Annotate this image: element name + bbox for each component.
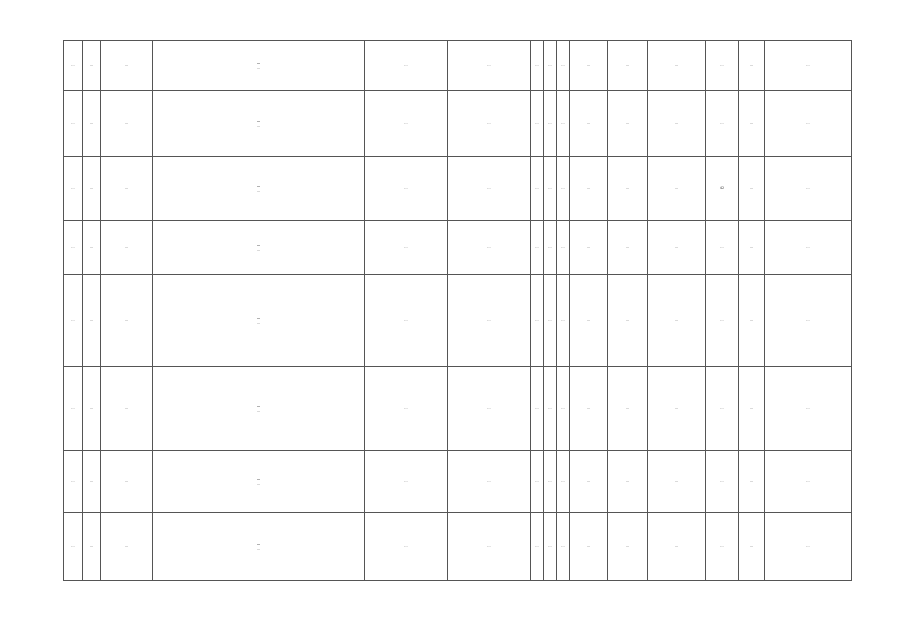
status-cell: … [570,41,608,91]
category-cell: … [648,275,706,367]
boundary-end: … [448,157,531,221]
boundary-end: … [448,367,531,451]
area-value: … [557,221,570,275]
object-id: … [83,157,101,221]
owner-cell: … [765,513,852,581]
object-name: … [101,91,153,157]
table-body [64,41,852,581]
object-name: … [101,221,153,275]
category-cell: … [648,41,706,91]
row-number: … [64,451,83,513]
route-description [153,367,365,451]
route-description [153,513,365,581]
object-id: … [83,451,101,513]
status-cell: … [570,221,608,275]
count-cell: … [706,451,739,513]
table-row [64,367,852,451]
description-title: … [256,60,261,65]
boundary-start: … [365,451,448,513]
route-description [153,221,365,275]
width-value: … [544,513,557,581]
object-name: … [101,157,153,221]
date-cell: … [739,221,765,275]
description-title: … [256,118,261,123]
description-title: … [256,315,261,320]
purpose-cell: … [608,221,648,275]
owner-cell: … [765,221,852,275]
status-cell: … [570,91,608,157]
date-cell: … [739,513,765,581]
object-id: … [83,41,101,91]
status-cell: … [570,275,608,367]
description-text: … [256,124,261,128]
length-value: … [531,221,544,275]
category-cell: … [648,367,706,451]
row-number: … [64,275,83,367]
area-value: … [557,451,570,513]
width-value: … [544,91,557,157]
description-text: … [256,547,261,551]
object-id: … [83,275,101,367]
width-value: … [544,41,557,91]
purpose-cell: … [608,367,648,451]
description-text: … [256,321,261,325]
description-title: … [256,476,261,481]
object-id: … [83,513,101,581]
route-description [153,157,365,221]
table-row [64,41,852,91]
boundary-start: … [365,275,448,367]
description-text: … [256,409,261,413]
table-row [64,513,852,581]
date-cell: … [739,367,765,451]
purpose-cell: … [608,275,648,367]
route-description [153,451,365,513]
object-id: … [83,91,101,157]
table-row [64,157,852,221]
area-value: … [557,513,570,581]
table-row [64,275,852,367]
length-value: … [531,157,544,221]
registry-table [63,40,852,581]
row-number: … [64,513,83,581]
table-row [64,221,852,275]
date-cell: … [739,91,765,157]
category-cell: … [648,221,706,275]
description-text: … [256,482,261,486]
count-cell: 42 [706,157,739,221]
date-cell: … [739,41,765,91]
boundary-end: … [448,275,531,367]
row-number: … [64,367,83,451]
purpose-cell: … [608,41,648,91]
purpose-cell: … [608,157,648,221]
object-name: … [101,41,153,91]
owner-cell: … [765,275,852,367]
width-value: … [544,451,557,513]
date-cell: … [739,157,765,221]
row-number: … [64,41,83,91]
length-value: … [531,41,544,91]
boundary-start: … [365,221,448,275]
area-value: … [557,157,570,221]
count-cell: … [706,221,739,275]
boundary-end: … [448,221,531,275]
table-row [64,91,852,157]
count-cell: … [706,367,739,451]
status-cell: … [570,367,608,451]
purpose-cell: … [608,91,648,157]
object-name: … [101,513,153,581]
boundary-end: … [448,451,531,513]
length-value: … [531,451,544,513]
count-cell: … [706,91,739,157]
category-cell: … [648,157,706,221]
boundary-start: … [365,91,448,157]
owner-cell: … [765,157,852,221]
row-number: … [64,221,83,275]
date-cell: … [739,275,765,367]
purpose-cell: … [608,451,648,513]
area-value: … [557,91,570,157]
count-cell: … [706,275,739,367]
description-title: … [256,183,261,188]
count-cell: … [706,41,739,91]
width-value: … [544,275,557,367]
row-number: … [64,157,83,221]
table-row [64,451,852,513]
owner-cell: … [765,367,852,451]
boundary-start: … [365,41,448,91]
owner-cell: … [765,91,852,157]
owner-cell: … [765,451,852,513]
status-cell: … [570,157,608,221]
length-value: … [531,513,544,581]
width-value: … [544,157,557,221]
object-name: … [101,451,153,513]
row-number: … [64,91,83,157]
category-cell: … [648,451,706,513]
object-name: … [101,275,153,367]
description-title: … [256,403,261,408]
description-text: … [256,189,261,193]
object-name: … [101,367,153,451]
boundary-end: … [448,41,531,91]
width-value: … [544,367,557,451]
date-cell: … [739,451,765,513]
object-id: … [83,221,101,275]
route-description [153,41,365,91]
route-description [153,91,365,157]
boundary-start: … [365,367,448,451]
area-value: … [557,367,570,451]
length-value: … [531,275,544,367]
boundary-end: … [448,91,531,157]
area-value: … [557,275,570,367]
count-cell: … [706,513,739,581]
boundary-start: … [365,513,448,581]
status-cell: … [570,451,608,513]
description-text: … [256,248,261,252]
owner-cell: … [765,41,852,91]
status-cell: … [570,513,608,581]
category-cell: … [648,513,706,581]
purpose-cell: … [608,513,648,581]
boundary-end: … [448,513,531,581]
length-value: … [531,367,544,451]
description-title: … [256,242,261,247]
width-value: … [544,221,557,275]
description-text: … [256,66,261,70]
description-title: … [256,541,261,546]
route-description [153,275,365,367]
category-cell: … [648,91,706,157]
area-value: … [557,41,570,91]
object-id: … [83,367,101,451]
boundary-start: … [365,157,448,221]
length-value: … [531,91,544,157]
